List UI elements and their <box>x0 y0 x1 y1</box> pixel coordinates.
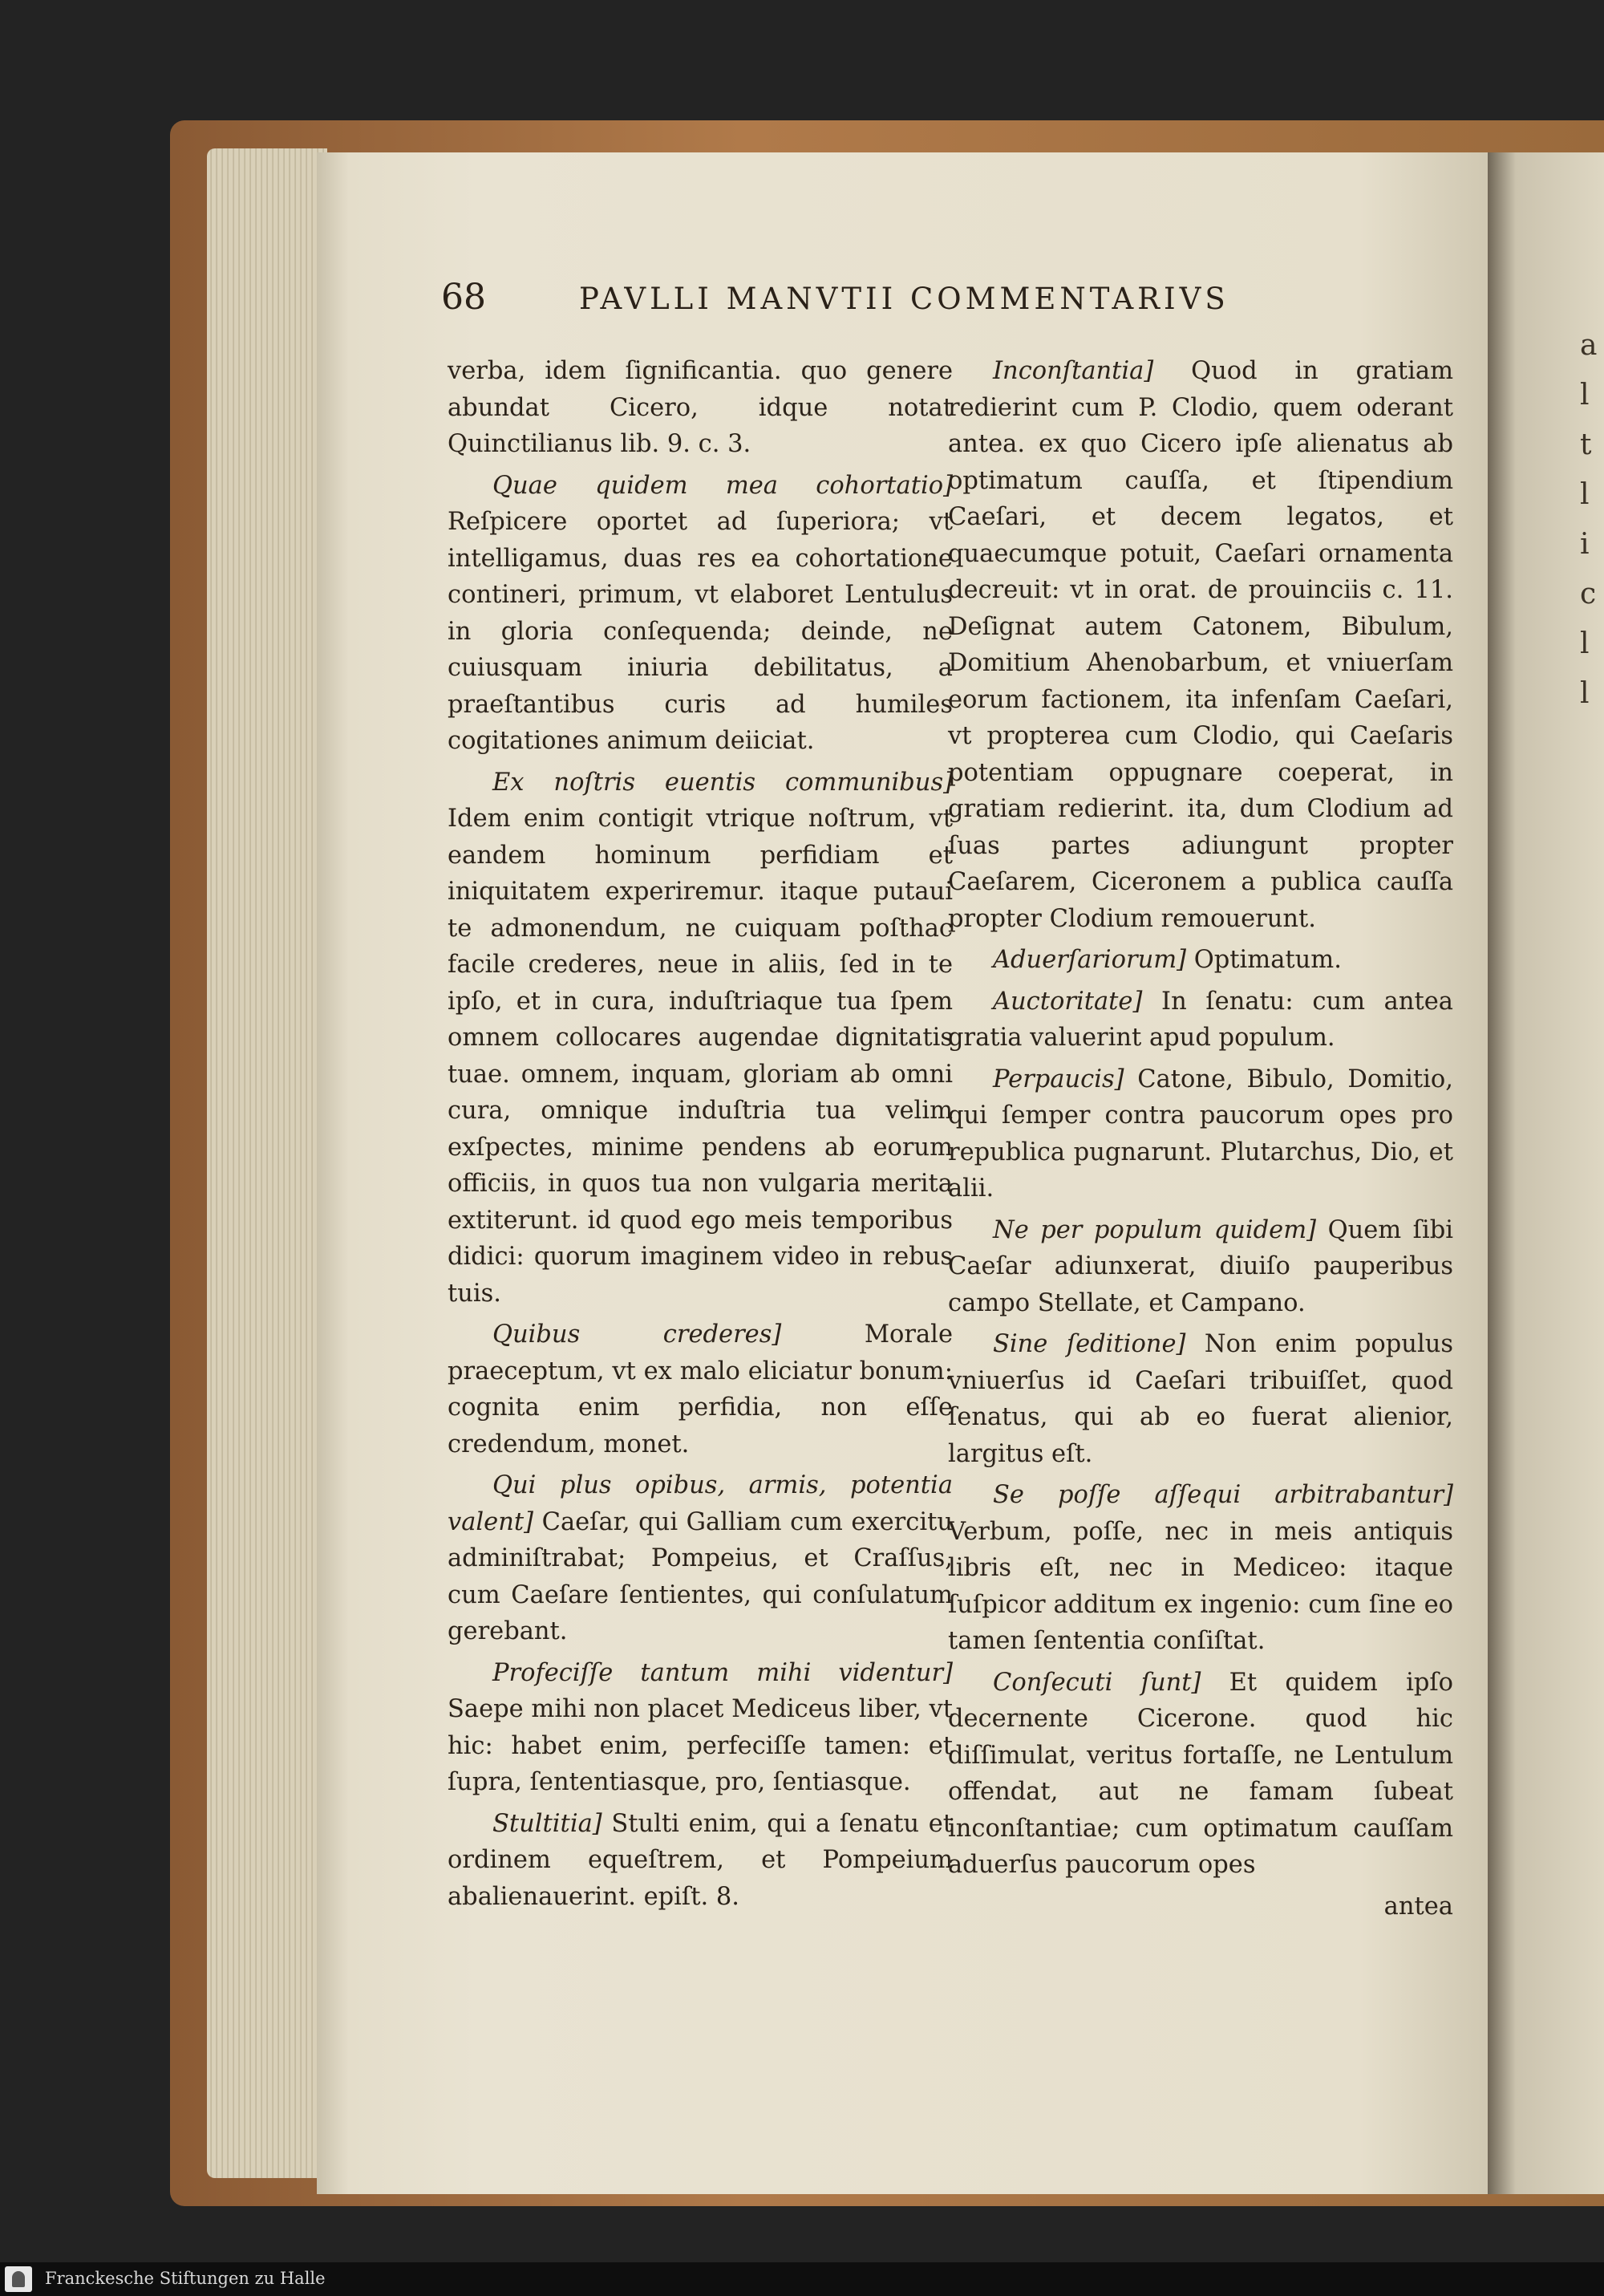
paragraph <box>448 468 953 760</box>
paragraph <box>448 1316 953 1462</box>
right-column <box>948 353 1453 1925</box>
paragraph <box>948 984 1453 1057</box>
paragraph <box>948 1665 1453 1884</box>
paragraph-text: Et quidem ipſo decernente Cicerone. quod hic diſſimulat, veritus fortaſſe, ne Lentulum offendat, aut ne famam ſubeat inconſtantiae; cum optimatum cauſſam aduerſus paucorum opes <box>948 1668 1453 1879</box>
paragraph-text: Stulti enim, qui a ſenatu et ordinem equeſtrem, et Pompeium abalienauerint. epiſt. 8. <box>448 1809 954 1911</box>
lemma: Conſecuti ſunt] <box>993 1668 1201 1697</box>
paragraph-text: Idem enim contigit vtrique noſtrum, vt eandem hominum perfidiam et iniquitatem experiremur. itaque putaui te admonendum, ne cuiquam poſthac facile crederes, neue in aliis, ſed in te ipſo, et in cura, induſtriaque tua ſpem omnem collocares augendae dignitatis tuae. omnem, inquam, gloriam ab omni cura, omnique induſtria tua velim exſpectes, minime pendens ab eorum officiis, in quos tua non vulgaria merita extiterunt. id quod ego meis temporibus didici: quorum imaginem video in rebus tuis. <box>448 805 953 1308</box>
lemma: Perpaucis] <box>993 1065 1124 1093</box>
institution-logo-icon <box>5 2266 32 2292</box>
lemma: Qui plus opibus, armis, potentia valent] <box>448 1471 953 1536</box>
paragraph <box>948 353 1453 937</box>
page-header <box>441 277 1283 333</box>
page-edges <box>207 148 327 2178</box>
lemma: Profeciſſe tantum mihi videntur] <box>492 1658 953 1687</box>
paragraph <box>948 1212 1453 1322</box>
running-title: PAVLLI MANVTII COMMENTARIVS <box>579 282 1229 316</box>
paragraph <box>448 1655 953 1801</box>
paragraph <box>948 1326 1453 1472</box>
lemma: Ne per populum quidem] <box>993 1215 1317 1244</box>
paragraph-text: Verbum, poſſe, nec in meis antiquis libris eſt, nec in Mediceo: itaque ſuſpicor additum ex ingenio: cum ſine eo tamen ſententia conſiſtat. <box>948 1517 1453 1655</box>
paragraph <box>948 942 1453 979</box>
facing-page-text-fragments: a l t l i c l l <box>1580 329 1598 710</box>
paragraph-text: Quem ſibi Caeſar adiunxerat, diuiſo pauperibus campo Stellate, et Campano. <box>948 1215 1453 1317</box>
paragraph-text: Optimatum. <box>1193 946 1342 974</box>
paragraph <box>448 353 953 463</box>
paragraph <box>948 1061 1453 1207</box>
institution-name: Franckesche Stiftungen zu Halle <box>45 2269 326 2288</box>
lemma: Ex noſtris euentis communibus] <box>492 768 953 797</box>
paragraph <box>448 765 953 1312</box>
paragraph-text: Non enim populus vniuerſus id Caeſari tribuiſſet, quod ſenatus, qui ab eo fuerat alienior, largitus eſt. <box>948 1330 1454 1468</box>
lemma: Aduerſariorum] <box>993 946 1187 974</box>
lemma: Se poſſe aſſequi arbitrabantur] <box>993 1481 1453 1509</box>
paragraph-text: Catone, Bibulo, Domitio, qui ſemper contra paucorum opes pro republica pugnarunt. Plutarchus, Dio, et alii. <box>948 1065 1453 1203</box>
paragraph-text: Quod in gratiam redierint cum P. Clodio, quem oderant antea. ex quo Cicero ipſe alienatus ab optimatum cauſſa, et ſtipendium Caeſari, et decem legatos, et quaecumque potuit, Caeſari ornamenta decreuit: vt in orat. de prouinciis c. 11. Deſignat autem Catonem, Bibulum, Domitium Ahenobarbum, et vniuerſam eorum factionem, ita infenſam Caeſari, vt propterea cum Clodio, qui Caeſaris potentiam oppugnare coeperat, in gratiam redierint. ita, dum Clodium ad ſuas partes adiungunt propter Caeſarem, Ciceronem a publica cauſſa propter Clodium remouerunt. <box>948 357 1453 933</box>
lemma: Stultitia] <box>492 1809 602 1838</box>
paragraph <box>448 1467 953 1650</box>
lemma: Auctoritate] <box>993 987 1143 1016</box>
catchword: antea <box>1383 1892 1453 1921</box>
lemma: Inconſtantia] <box>993 357 1154 385</box>
left-column <box>448 353 953 1920</box>
paragraph-text: Morale praeceptum, vt ex malo eliciatur bonum: cognita enim perfidia, non eſſe credendum, monet. <box>448 1320 953 1458</box>
paragraph-text: verba, idem ſignificantia. quo genere abundat Cicero, idque notat Quinctilianus lib. 9. c. 3. <box>448 357 953 458</box>
lemma: Quibus crederes] <box>492 1320 782 1349</box>
paragraph <box>948 1477 1453 1660</box>
lemma: Quae quidem mea cohortatio] <box>492 471 953 500</box>
paragraph-text: Caeſar, qui Galliam cum exercitu adminiſtrabat; Pompeius, et Craſſus, cum Caeſare ſentientes, qui conſulatum gerebant. <box>448 1507 953 1645</box>
footer-bar <box>0 2262 1604 2296</box>
page-number: 68 <box>441 277 486 318</box>
paragraph-text: In ſenatu: cum antea gratia valuerint apud populum. <box>948 987 1453 1052</box>
paragraph-text: Saepe mihi non placet Mediceus liber, vt hic: habet enim, perfeciſſe tamen: et ſupra, ſententiasque, pro, ſentiasque. <box>448 1695 953 1796</box>
paragraph-text: Reſpicere oportet ad ſuperiora; vt intelligamus, duas res ea cohortatione contineri, primum, vt elaboret Lentulus in gloria conſequenda; deinde, ne cuiusquam iniuria debilitatus, a praeſtantibus curis ad humiles cogitationes animum deiiciat. <box>448 508 953 755</box>
paragraph <box>448 1806 953 1916</box>
lemma: Sine ſeditione] <box>993 1330 1186 1358</box>
